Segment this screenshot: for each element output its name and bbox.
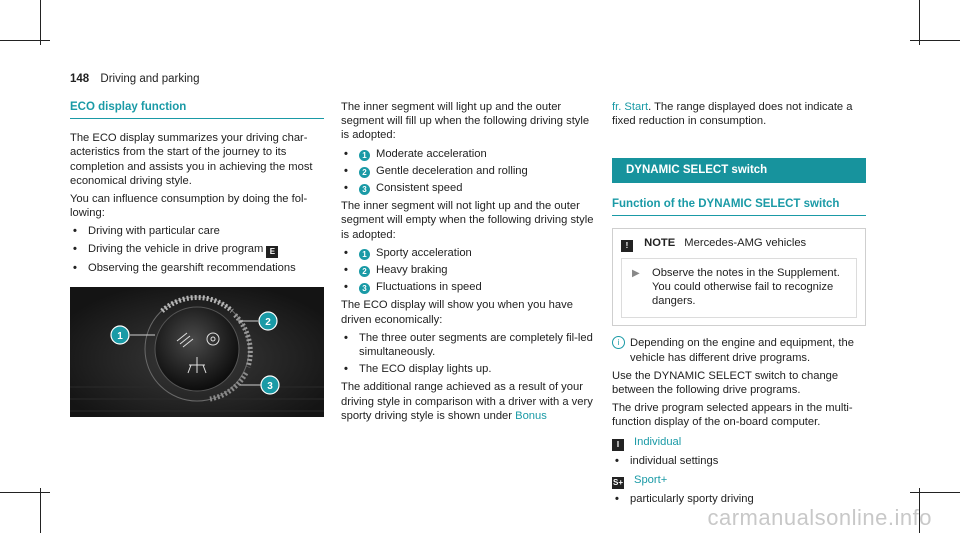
number-badge: 2 — [359, 167, 370, 178]
info-bulb-icon: i — [612, 336, 625, 349]
crop-mark — [40, 0, 41, 45]
list-item: • individual settings — [615, 454, 719, 467]
list-item: • The ECO display lights up. — [344, 363, 492, 376]
paragraph: The inner segment will not light up and the outer segment will empty when the following driving style is adopted: — [341, 200, 594, 241]
numbered-list — [341, 246, 595, 295]
list-item: • Driving the vehicle in drive program E — [70, 242, 324, 258]
paragraph: The additional range achieved as a result of your driving style in comparison with a driver with a very sporty driving style is shown under Bonus — [341, 381, 593, 422]
warning-icon: ! — [621, 240, 633, 252]
eco-display-figure — [70, 287, 324, 417]
paragraph: The ECO display will show you when you have driven economically: — [341, 299, 573, 326]
bullet-list — [612, 492, 866, 506]
note-label: NOTE — [644, 236, 676, 249]
note-text: Observe the notes in the Supplement. You could otherwise fail to recognize dangers. — [652, 266, 840, 308]
paragraph: fr. Start. The range displayed does not indicate a fixed reduction in consumption. — [612, 101, 853, 128]
number-badge: 3 — [359, 184, 370, 195]
section-title: Driving and parking — [100, 73, 200, 85]
page-number: 148 — [70, 73, 90, 85]
numbered-list — [341, 147, 595, 196]
paragraph: Use the DYNAMIC SELECT switch to change between the following drive programs. — [612, 369, 839, 397]
list-item: • 2 Heavy braking — [344, 264, 448, 277]
tips-list — [70, 224, 324, 274]
number-badge: 3 — [359, 283, 370, 294]
fr-start-link[interactable]: fr. Start — [612, 101, 649, 113]
paragraph: The inner segment will light up and the outer segment will fill up when the following driving style is adopted: — [341, 101, 590, 142]
crop-mark — [40, 488, 41, 533]
bullet-list — [341, 331, 595, 377]
crop-mark — [910, 492, 960, 493]
individual-mode-icon: I — [612, 439, 624, 451]
note-box — [612, 228, 866, 327]
bonus-link[interactable]: Bonus — [515, 409, 547, 422]
watermark: carmanualsonline.info — [707, 504, 932, 530]
list-item: • 2 Gentle deceleration and rolling — [344, 164, 528, 177]
crop-mark — [919, 0, 920, 45]
list-item: • Observing the gearshift recommendations — [73, 261, 296, 274]
section-heading: Function of the DYNAMIC SELECT switch — [612, 197, 866, 216]
eco-display-illustration — [70, 287, 324, 417]
column-2 — [341, 100, 595, 427]
intro-paragraph: The ECO display summarizes your driving char-acteristics from the start of the journey to its completion and assists you in achieving the most economical driving style. — [70, 132, 313, 187]
mode-label[interactable]: Individual — [634, 435, 682, 448]
list-item: • 3 Fluctuations in speed — [344, 281, 482, 294]
crop-mark — [0, 40, 50, 41]
list-item: • 1 Sporty acceleration — [344, 246, 472, 259]
callout-3-label: 3 — [267, 380, 273, 392]
note-subbox — [621, 258, 857, 319]
influence-paragraph: You can influence consumption by doing the fol-lowing: — [70, 193, 308, 220]
section-banner: DYNAMIC SELECT switch — [612, 158, 866, 182]
callout-2-label: 2 — [265, 316, 271, 328]
mode-sport-plus — [612, 473, 866, 489]
column-1 — [70, 100, 324, 417]
number-badge: 1 — [359, 249, 370, 260]
note-title: Mercedes-AMG vehicles — [684, 236, 807, 249]
list-item: • 1 Moderate acceleration — [344, 147, 487, 160]
number-badge: 2 — [359, 266, 370, 277]
crop-mark — [0, 492, 50, 493]
sport-plus-mode-icon: S+ — [612, 477, 623, 487]
crop-mark — [910, 40, 960, 41]
callout-1-label: 1 — [117, 330, 123, 342]
list-item: • 3 Consistent speed — [344, 182, 463, 195]
list-item: • The three outer segments are completely fil-led simultaneously. — [344, 331, 593, 359]
bullet-list — [612, 454, 866, 468]
list-item: • Driving with particular care — [73, 225, 220, 238]
page-header — [70, 72, 199, 86]
number-badge: 1 — [359, 150, 370, 161]
list-item: • particularly sporty driving — [615, 492, 754, 505]
column-3 — [612, 100, 866, 510]
drive-program-e-icon: E — [266, 246, 278, 258]
tip: i Depending on the engine and equipment, the vehicle has different drive programs. — [612, 336, 866, 364]
mode-individual — [612, 435, 866, 451]
paragraph: The drive program selected appears in the multi-function display of the on-board computer. — [612, 402, 853, 429]
play-arrow-icon: ▶ — [632, 267, 640, 279]
mode-label[interactable]: Sport+ — [634, 473, 668, 486]
section-heading: ECO display function — [70, 100, 324, 119]
